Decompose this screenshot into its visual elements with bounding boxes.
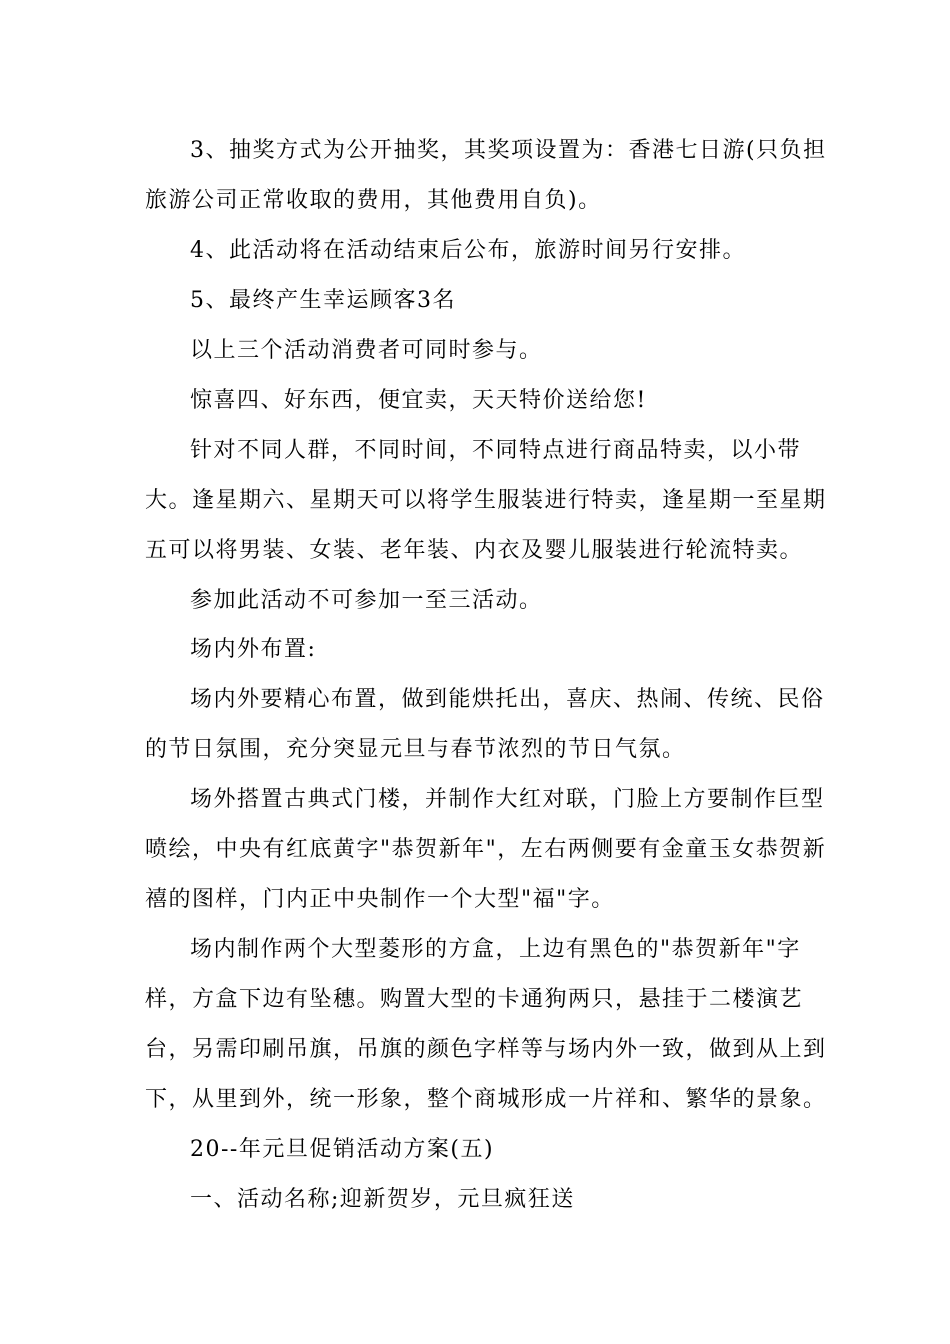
text-line: 场内制作两个大型菱形的方盒，上边有黑色的"恭贺新年"字 [190,937,801,962]
text-line: 台，另需印刷吊旗，吊旗的颜色字样等与场内外一致，做到从上到 [145,1037,827,1062]
section-heading: 20--年元旦促销活动方案(五) [190,1137,495,1162]
text-line: 的节日氛围，充分突显元旦与春节浓烈的节日气氛。 [145,737,686,762]
text-line: 场内外要精心布置，做到能烘托出，喜庆、热闹、传统、民俗 [190,687,825,712]
text-line: 针对不同人群，不同时间，不同特点进行商品特卖，以小带 [190,438,802,463]
text-line: 旅游公司正常收取的费用，其他费用自负)。 [145,188,602,213]
text-line: 场外搭置古典式门楼，并制作大红对联，门脸上方要制作巨型 [190,787,825,812]
text-line: 喷绘，中央有红底黄字"恭贺新年"，左右两侧要有金童玉女恭贺新 [145,837,827,862]
text-line: 4、此活动将在活动结束后公布，旅游时间另行安排。 [190,238,746,263]
text-line: 禧的图样，门内正中央制作一个大型"福"字。 [145,887,615,912]
text-line: 样，方盒下边有坠穗。购置大型的卡通狗两只，悬挂于二楼演艺 [145,987,804,1012]
text-line: 一、活动名称;迎新贺岁，元旦疯狂送 [190,1187,575,1212]
text-line: 惊喜四、好东西，便宜卖，天天特价送给您! [190,388,647,413]
text-line: 3、抽奖方式为公开抽奖，其奖项设置为：香港七日游(只负担 [190,138,827,163]
text-line: 5、最终产生幸运顾客3名 [190,288,456,313]
text-line: 大。逢星期六、星期天可以将学生服装进行特卖，逢星期一至星期 [145,488,827,513]
text-line: 下，从里到外，统一形象，整个商城形成一片祥和、繁华的景象。 [145,1087,827,1112]
text-line: 参加此活动不可参加一至三活动。 [190,588,543,613]
section-heading: 场内外布置: [190,637,317,662]
text-line: 五可以将男装、女装、老年装、内衣及婴儿服装进行轮流特卖。 [145,538,804,563]
text-line: 以上三个活动消费者可同时参与。 [190,338,543,363]
